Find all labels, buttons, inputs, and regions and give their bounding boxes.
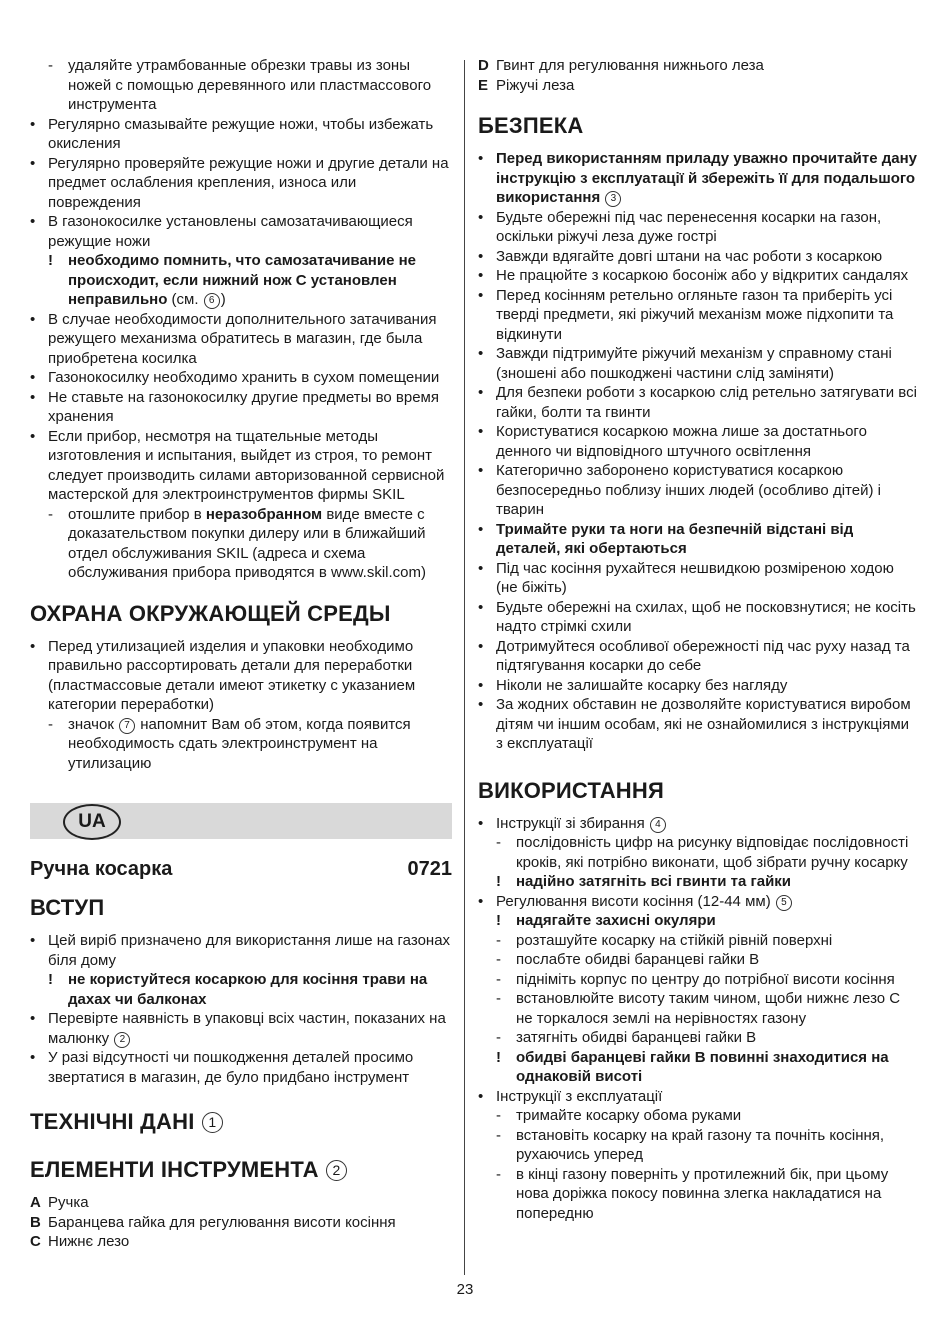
list-item-text — [68, 970, 452, 1009]
item-text: встановлюйте висоту таким чином, щоби нижнє лезо C не торкалося землі на нерівностях газону — [516, 990, 901, 1027]
list-item — [478, 833, 918, 872]
intro-heading: ВСТУП — [30, 895, 105, 920]
list-item — [478, 637, 918, 676]
list-item-text — [496, 461, 918, 520]
intro-list — [30, 931, 452, 1087]
dash-icon: - — [48, 505, 53, 523]
element-text: Баранцева гайка для регулювання висоти косіння — [48, 1213, 396, 1231]
list-item — [30, 56, 452, 115]
list-item — [478, 872, 918, 892]
item-text: затягніть обидві баранцеві гайки B — [516, 1029, 757, 1046]
figure-ref-icon: 1 — [202, 1112, 223, 1133]
bullet-icon: • — [30, 637, 36, 655]
column-divider — [464, 60, 465, 1275]
list-item — [30, 715, 452, 774]
product-title-row — [30, 857, 452, 881]
item-text: Перед утилизацией изделия и упаковки необходимо правильно рассортировать детали для переработки (пластмассовые детали имеют этикетку с указанием категории переработки) — [48, 637, 416, 713]
list-item-text — [48, 427, 452, 505]
item-text-bold: надійно затягніть всі гвинти та гайки — [516, 873, 792, 890]
list-item-text — [496, 1087, 918, 1107]
list-item — [30, 115, 452, 154]
figure-ref-icon: 3 — [605, 191, 621, 207]
list-item — [478, 344, 918, 383]
list-item-text — [516, 950, 918, 970]
dash-icon: - — [496, 1107, 501, 1124]
bullet-icon: • — [478, 345, 484, 362]
list-item — [30, 251, 452, 310]
list-item — [478, 559, 918, 598]
element-letter: B — [30, 1213, 41, 1231]
bullet-icon: • — [30, 427, 36, 445]
list-item — [478, 286, 918, 345]
dash-icon: - — [496, 990, 501, 1007]
list-item — [478, 950, 918, 970]
list-item — [478, 383, 918, 422]
list-item — [30, 637, 452, 715]
bullet-icon: • — [30, 1049, 36, 1066]
list-item-text — [48, 154, 452, 213]
item-text-rest: (см. — [167, 291, 203, 308]
element-text: Ріжучі леза — [496, 76, 575, 94]
list-item-text — [516, 1048, 918, 1087]
list-item — [478, 989, 918, 1028]
item-text: Користуватися косаркою можна лише за достатнього денного чи відповідного штучного освітлення — [496, 423, 867, 460]
list-item — [30, 505, 452, 583]
list-item — [478, 1165, 918, 1224]
bullet-icon: • — [30, 369, 36, 386]
item-text: Не працюйте з косаркою босоніж або у відкритих сандалях — [496, 267, 909, 284]
list-item-text — [48, 388, 452, 427]
list-item-text — [496, 520, 918, 559]
bullet-icon: • — [478, 520, 484, 538]
item-text: послідовність цифр на рисунку відповідає послідовності кроків, які потрібно виконати, щоб зібрати ручну косарку — [516, 834, 909, 871]
elements-heading — [30, 1157, 452, 1183]
list-item-text — [516, 1028, 918, 1048]
bullet-icon: • — [478, 462, 484, 479]
item-text: підніміть корпус по центру до потрібної висоти косіння — [516, 970, 895, 988]
environment-list — [30, 637, 452, 774]
item-text-bold: обидві баранцеві гайки B повинні знаходитися на однаковій висоті — [516, 1048, 889, 1085]
element-letter: E — [478, 76, 489, 94]
item-text: Регулярно смазывайте режущие ножи, чтобы избежать окисления — [48, 115, 434, 152]
list-item-text — [516, 872, 918, 892]
item-text: Цей виріб призначено для використання лише на газонах біля дому — [48, 932, 451, 969]
bullet-icon: • — [30, 388, 36, 406]
list-item-text — [48, 212, 452, 251]
list-item-text — [48, 931, 452, 970]
list-item — [30, 368, 452, 388]
item-text: Категорично заборонено користуватися косаркою безпосередньо поблизу інших людей (особливо дітей) і тварин — [496, 462, 881, 518]
item-text: удаляйте утрамбованные обрезки травы из зоны ножей с помощью деревянного или пластмассового инструмента — [68, 57, 432, 113]
item-text-bold: Тримайте руки та ноги на безпечній відстані від деталей, які обертаються — [496, 520, 854, 557]
list-item-text — [496, 637, 918, 676]
list-item-text — [496, 598, 918, 637]
bullet-icon: • — [30, 1010, 36, 1027]
language-badge: UA — [63, 804, 121, 840]
list-item-text — [496, 247, 918, 267]
list-item-text — [516, 1165, 918, 1224]
bullet-icon: • — [478, 637, 484, 655]
bullet-icon: • — [478, 267, 484, 284]
bullet-icon: • — [478, 384, 484, 401]
item-text: послабте обидві баранцеві гайки B — [516, 951, 760, 968]
list-item — [30, 427, 452, 505]
list-item — [30, 212, 452, 251]
item-text: Перевірте наявність в упаковці всіх частин, показаних на малюнку — [48, 1010, 446, 1047]
page-number: 23 — [456, 1281, 474, 1298]
elements-heading-text: ЕЛЕМЕНТИ ІНСТРУМЕНТА — [30, 1157, 319, 1182]
element-letter: D — [478, 57, 489, 74]
element-item — [30, 1193, 452, 1213]
list-item — [478, 931, 918, 951]
item-text: виде вместе с доказательством покупки дилеру или в ближайший отдел обслуживания SKIL (адреса и схема обслуживания прибора приводятся в www.skil.com) — [68, 505, 426, 581]
item-text: напомнит Вам об этом, когда появится необходимость сдать электроинструмент на утилизацию — [68, 715, 411, 772]
item-text-bold: необходимо помнить, что самозатачивание не происходит, если нижний нож С установлен неправильно — [68, 252, 416, 308]
warning-icon: ! — [48, 252, 53, 269]
element-item — [478, 76, 918, 96]
item-text: У разі відсутності чи пошкодження деталей просимо звертатися в магазин, де було придбано інструмент — [48, 1049, 414, 1086]
item-text: встановіть косарку на край газону та почніть косіння, рухаючись уперед — [516, 1126, 885, 1163]
element-letter: C — [30, 1233, 41, 1250]
list-item — [478, 814, 918, 834]
dash-icon: - — [496, 951, 501, 968]
item-text: Інструкції з експлуатації — [496, 1087, 663, 1105]
list-item-text — [496, 676, 918, 696]
list-item-text — [48, 115, 452, 154]
bullet-icon: • — [478, 247, 484, 265]
bullet-icon: • — [30, 932, 36, 949]
list-item — [30, 388, 452, 427]
element-letter: A — [30, 1194, 41, 1211]
list-item-text — [496, 559, 918, 598]
list-item — [478, 1087, 918, 1107]
bullet-icon: • — [478, 676, 484, 694]
item-text: В газонокосилке установлены самозатачивающиеся режущие ножи — [48, 213, 413, 250]
item-text: За жодних обставин не дозволяйте користуватися виробом дітям чи іншим особам, які не ознайомилися з інструкціями з експлуатації — [496, 696, 911, 752]
bullet-icon: • — [30, 115, 36, 133]
list-item — [30, 1048, 452, 1087]
elements-list-continued — [478, 56, 918, 95]
bullet-icon: • — [478, 423, 484, 440]
item-text-bold: надягайте захисні окуляри — [516, 912, 716, 929]
tech-data-heading-text: ТЕХНІЧНІ ДАНІ — [30, 1109, 195, 1134]
list-item-text — [48, 1009, 452, 1048]
list-item — [478, 461, 918, 520]
item-text: Будьте обережні під час перенесення косарки на газон, оскільки ріжучі леза дуже гострі — [496, 208, 882, 245]
bullet-icon: • — [478, 598, 484, 616]
item-text-bold: Перед використанням приладу уважно прочитайте дану інструкцію з експлуатації й збережіть її для подальшого використання — [496, 150, 918, 206]
left-column — [30, 56, 452, 1252]
dash-icon: - — [496, 1165, 501, 1183]
list-item — [30, 970, 452, 1009]
usage-list — [478, 814, 918, 1224]
figure-ref-icon: 2 — [326, 1160, 347, 1181]
list-item-text — [68, 251, 452, 310]
warning-icon: ! — [496, 1048, 501, 1066]
maintenance-list-ru — [30, 56, 452, 583]
list-item-text — [516, 1126, 918, 1165]
item-text: Регулювання висоти косіння (12-44 мм) — [496, 892, 775, 910]
item-text: Завжди вдягайте довгі штани на час роботи з косаркою — [496, 247, 883, 265]
list-item-text — [496, 286, 918, 345]
list-item-text — [516, 911, 918, 931]
warning-icon: ! — [48, 971, 53, 988]
safety-list — [478, 149, 918, 754]
item-text: Інструкції зі збирання — [496, 814, 649, 832]
item-text: Газонокосилку необходимо хранить в сухом помещении — [48, 369, 440, 386]
bullet-icon: • — [30, 154, 36, 172]
item-text: Регулярно проверяйте режущие ножи и другие детали на предмет ослабления крепления, износа или повреждения — [48, 154, 449, 211]
product-code: 0721 — [407, 858, 452, 880]
dash-icon: - — [48, 57, 53, 74]
figure-ref-icon: 6 — [204, 293, 220, 309]
list-item-text — [496, 814, 918, 834]
list-item — [478, 266, 918, 286]
element-item — [30, 1213, 452, 1233]
list-item — [478, 247, 918, 267]
elements-list — [30, 1193, 452, 1252]
bullet-icon: • — [478, 892, 484, 910]
language-bar — [30, 803, 452, 839]
list-item — [30, 154, 452, 213]
bullet-icon: • — [30, 310, 36, 328]
list-item — [478, 676, 918, 696]
bullet-icon: • — [30, 213, 36, 230]
list-item-text — [516, 1106, 918, 1126]
list-item — [30, 1009, 452, 1048]
item-text-pre: значок — [68, 715, 119, 733]
list-item-text — [496, 383, 918, 422]
item-text: Під час косіння рухайтеся нешвидкою розміреною ходою (не біжіть) — [496, 559, 894, 596]
item-text: тримайте косарку обома руками — [516, 1107, 742, 1124]
figure-ref-icon: 5 — [776, 895, 792, 911]
item-text-end: ) — [220, 291, 226, 308]
list-item — [478, 1028, 918, 1048]
item-text: Будьте обережні на схилах, щоб не посковзнутися; не косіть надто стрімкі схили — [496, 598, 916, 635]
list-item-text — [516, 931, 918, 951]
warning-icon: ! — [496, 912, 501, 929]
item-text: розташуйте косарку на стійкій рівній поверхні — [516, 931, 833, 949]
item-text: В случае необходимости дополнительного затачивания режущего механизма обратитесь в магазин, где была приобретена косилка — [48, 310, 437, 367]
bullet-icon: • — [478, 150, 484, 167]
dash-icon: - — [48, 715, 53, 733]
list-item-text — [496, 208, 918, 247]
bullet-icon: • — [478, 208, 484, 226]
item-text-pre: отошлите прибор в — [68, 505, 206, 523]
list-item — [478, 911, 918, 931]
bullet-icon: • — [478, 1087, 484, 1105]
list-item-text — [496, 344, 918, 383]
item-text-bold: неразобранном — [205, 505, 323, 523]
list-item — [478, 695, 918, 754]
list-item-text — [48, 310, 452, 369]
item-text: Дотримуйтеся особливої обережності під час руху назад та підтягування косарки до себе — [496, 637, 910, 674]
element-item — [30, 1232, 452, 1252]
item-text: Для безпеки роботи з косаркою слід ретельно затягувати всі гайки, болти та гвинти — [496, 384, 917, 421]
element-text: Нижнє лезо — [48, 1233, 130, 1250]
list-item — [478, 1106, 918, 1126]
figure-ref-icon: 2 — [114, 1032, 130, 1048]
item-text: Завжди підтримуйте ріжучий механізм у справному стані (зношені або пошкоджені частини слід заміняти) — [496, 345, 892, 382]
safety-heading: БЕЗПЕКА — [478, 113, 584, 138]
dash-icon: - — [496, 834, 501, 851]
item-text: Не ставьте на газонокосилку другие предметы во время хранения — [48, 388, 439, 425]
list-item-text — [68, 715, 452, 774]
right-column — [478, 56, 918, 1223]
list-item-text — [496, 422, 918, 461]
dash-icon: - — [496, 1029, 501, 1046]
figure-ref-icon: 4 — [650, 817, 666, 833]
list-item — [30, 310, 452, 369]
dash-icon: - — [496, 1126, 501, 1144]
bullet-icon: • — [478, 696, 484, 713]
list-item-text — [516, 970, 918, 990]
element-item — [478, 56, 918, 76]
list-item-text — [68, 56, 452, 115]
list-item — [478, 1126, 918, 1165]
environment-heading: ОХРАНА ОКРУЖАЮЩЕЙ СРЕДЫ — [30, 600, 391, 626]
bullet-icon: • — [478, 286, 484, 304]
list-item-text — [496, 266, 918, 286]
list-item — [478, 520, 918, 559]
list-item — [478, 970, 918, 990]
list-item — [478, 892, 918, 912]
item-text: в кінці газону поверніть у протилежний бік, при цьому нова доріжка покосу повинна злегка накладатися на попередню — [516, 1165, 889, 1222]
list-item — [478, 598, 918, 637]
element-text: Гвинт для регулювання нижнього леза — [496, 57, 764, 74]
list-item — [30, 931, 452, 970]
list-item-text — [48, 368, 452, 388]
product-name: Ручна косарка — [30, 858, 173, 880]
list-item-text — [68, 505, 452, 583]
usage-heading: ВИКОРИСТАННЯ — [478, 777, 664, 803]
item-text: Перед косінням ретельно огляньте газон та приберіть усі тверді предмети, які ріжучий механізм може підхопити та відкинути — [496, 286, 894, 343]
warning-icon: ! — [496, 873, 501, 890]
list-item-text — [48, 1048, 452, 1087]
tech-data-heading — [30, 1109, 452, 1135]
list-item — [478, 149, 918, 208]
item-text-bold: не користуйтеся косаркою для косіння трави на дахах чи балконах — [68, 971, 428, 1008]
list-item-text — [496, 695, 918, 754]
dash-icon: - — [496, 931, 501, 949]
dash-icon: - — [496, 970, 501, 988]
element-text: Ручка — [48, 1194, 89, 1211]
bullet-icon: • — [478, 559, 484, 577]
item-text: Если прибор, несмотря на тщательные методы изготовления и испытания, выйдет из строя, то ремонт следует производить силами авторизованной сервисной мастерской для электроинструментов фирмы SKIL — [48, 427, 445, 503]
list-item-text — [516, 989, 918, 1028]
item-text: Ніколи не залишайте косарку без нагляду — [496, 676, 788, 694]
list-item — [478, 1048, 918, 1087]
list-item-text — [496, 149, 918, 208]
figure-ref-icon: 7 — [119, 718, 135, 734]
list-item-text — [48, 637, 452, 715]
list-item — [478, 422, 918, 461]
list-item — [478, 208, 918, 247]
list-item-text — [496, 892, 918, 912]
list-item-text — [516, 833, 918, 872]
bullet-icon: • — [478, 814, 484, 832]
